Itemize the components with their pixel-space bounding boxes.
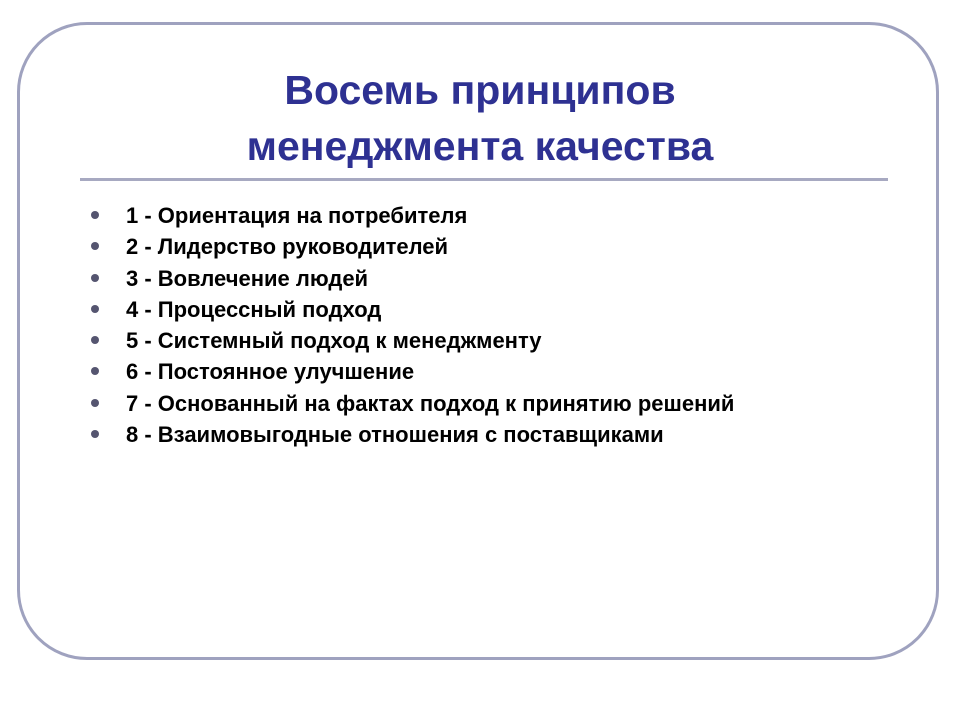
slide-title <box>40 62 920 174</box>
list-item-text: 1 - Ориентация на потребителя <box>126 203 468 228</box>
bullet-icon <box>91 367 99 375</box>
bullet-icon <box>91 430 99 438</box>
bullet-icon <box>91 274 99 282</box>
bullet-icon <box>91 399 99 407</box>
list-item-text: 8 - Взаимовыгодные отношения с поставщиками <box>126 422 664 448</box>
bullet-icon <box>91 305 99 313</box>
list-item <box>88 263 734 294</box>
list-item-text: 2 - Лидерство руководителей <box>126 234 449 260</box>
list-item <box>88 388 734 419</box>
slide-title-line-2: менеджмента качества <box>246 123 714 169</box>
list-item-text: 5 - Системный подход к менеджменту <box>126 328 542 354</box>
list-item-text: 4 - Процессный подход <box>126 296 382 322</box>
list-item <box>88 419 734 450</box>
slide-title-line-1: Восемь принципов <box>284 67 676 113</box>
principles-list <box>88 200 734 450</box>
list-item <box>88 200 734 231</box>
bullet-icon <box>91 242 99 250</box>
list-item-text: 7 - Основанный на фактах подход к принятию решений <box>126 390 735 416</box>
list-item <box>88 356 734 387</box>
list-item-text: 3 - Вовлечение людей <box>126 265 369 291</box>
list-item <box>88 325 734 356</box>
list-item <box>88 294 734 325</box>
bullet-icon <box>91 336 99 344</box>
list-item <box>88 231 734 262</box>
bullet-icon <box>91 211 99 219</box>
list-item-text: 6 - Постоянное улучшение <box>126 359 415 385</box>
title-divider <box>80 178 888 181</box>
